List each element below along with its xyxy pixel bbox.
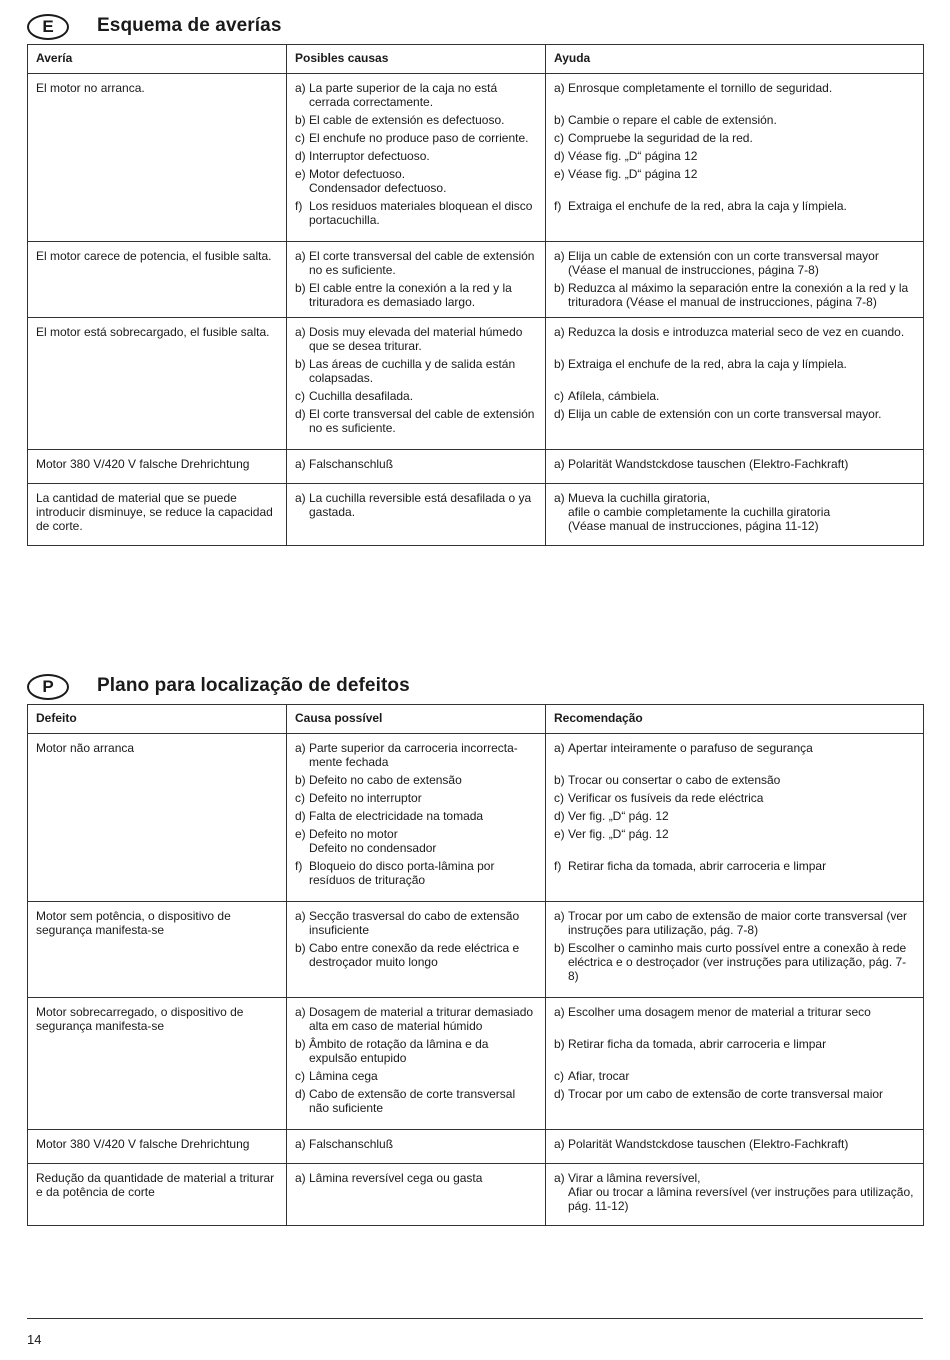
column-header: Posibles causas xyxy=(287,45,546,74)
table-header-row xyxy=(28,705,924,734)
item-text: Trocar por um cabo de extensão de corte transversal maior xyxy=(568,1087,884,1101)
item-marker: d) xyxy=(554,407,565,421)
help-cell xyxy=(546,734,924,902)
list-item xyxy=(295,773,537,787)
item-marker: b) xyxy=(295,941,306,955)
list-item xyxy=(554,167,915,181)
column-header: Avería xyxy=(28,45,287,74)
fault-cell: La cantidad de material que se puede introducir disminuye, se reduce la capacidad de corte. xyxy=(28,484,287,546)
item-marker: e) xyxy=(295,827,306,841)
fault-cell: El motor no arranca. xyxy=(28,74,287,242)
list-item xyxy=(295,741,537,769)
item-text: El cable de extensión es defectuoso. xyxy=(309,113,505,127)
item-marker: d) xyxy=(554,149,565,163)
column-header: Recomendação xyxy=(546,705,924,734)
item-marker: a) xyxy=(554,325,565,339)
list-item xyxy=(295,407,537,435)
item-marker: a) xyxy=(295,1171,306,1185)
table-row xyxy=(28,450,924,484)
list-item xyxy=(554,827,915,841)
item-text: Cabo de extensão de corte transversal não suficiente xyxy=(309,1087,516,1115)
item-text: Dosis muy elevada del material húmedo que se desea triturar. xyxy=(309,325,523,353)
item-marker: d) xyxy=(295,407,306,421)
item-text: Falschanschluß xyxy=(309,457,394,471)
table-header-row xyxy=(28,45,924,74)
item-text: Ver fig. „D“ pág. 12 xyxy=(568,827,669,841)
item-text: El cable entre la conexión a la red y la trituradora es demasiado largo. xyxy=(309,281,512,309)
item-text: Afílela, cámbiela. xyxy=(568,389,660,403)
table-body xyxy=(28,74,924,546)
list-item xyxy=(554,81,915,95)
item-text: Falta de electricidade na tomada xyxy=(309,809,484,823)
item-marker: b) xyxy=(295,1037,306,1051)
fault-cell: Motor não arranca xyxy=(28,734,287,902)
item-text: Polarität Wandstckdose tauschen (Elektro-Fachkraft) xyxy=(568,1137,849,1151)
item-text: Escolher uma dosagem menor de material a triturar seco xyxy=(568,1005,871,1019)
cause-cell xyxy=(287,450,546,484)
list-item xyxy=(295,389,537,403)
fault-cell: Motor 380 V/420 V falsche Drehrichtung xyxy=(28,1130,287,1164)
list-item xyxy=(295,1171,537,1185)
list-item xyxy=(554,1005,915,1019)
table-row xyxy=(28,318,924,450)
item-marker: a) xyxy=(295,325,306,339)
fault-cell: Motor sobrecarregado, o dispositivo de segurança manifesta-se xyxy=(28,998,287,1130)
section-header xyxy=(27,12,923,44)
list-item xyxy=(295,809,537,823)
cause-cell xyxy=(287,1130,546,1164)
list-item xyxy=(295,457,537,471)
item-text: La cuchilla reversible está desafilada o ya gastada. xyxy=(309,491,532,519)
list-item xyxy=(295,1087,537,1115)
item-text: Defeito no cabo de extensão xyxy=(309,773,462,787)
list-item xyxy=(554,1137,915,1151)
help-cell xyxy=(546,1164,924,1226)
list-item xyxy=(295,113,537,127)
help-cell xyxy=(546,484,924,546)
item-marker: f) xyxy=(295,199,303,213)
item-marker: e) xyxy=(295,167,306,181)
list-item xyxy=(295,281,537,309)
troubleshooting-table xyxy=(27,44,924,546)
table-row xyxy=(28,998,924,1130)
item-text: El enchufe no produce paso de corriente. xyxy=(309,131,529,145)
list-item xyxy=(554,249,915,277)
item-marker: d) xyxy=(295,149,306,163)
item-marker: c) xyxy=(554,1069,564,1083)
page-number: 14 xyxy=(27,1332,42,1347)
list-item xyxy=(554,131,915,145)
fault-cell: Redução da quantidade de material a triturar e da potência de corte xyxy=(28,1164,287,1226)
table-row xyxy=(28,484,924,546)
item-marker: f) xyxy=(295,859,303,873)
cause-cell xyxy=(287,484,546,546)
column-header: Ayuda xyxy=(546,45,924,74)
item-marker: b) xyxy=(554,773,565,787)
list-item xyxy=(554,809,915,823)
help-cell xyxy=(546,318,924,450)
list-item xyxy=(554,773,915,787)
list-item xyxy=(295,81,537,109)
help-cell xyxy=(546,242,924,318)
cause-cell xyxy=(287,1164,546,1226)
item-text: Defeito no motor Defeito no condensador xyxy=(309,827,437,855)
list-item xyxy=(295,791,537,805)
item-text: Mueva la cuchilla giratoria, afile o cambie completamente la cuchilla giratoria (Véase manual de instrucciones, página 11-12) xyxy=(568,491,831,533)
troubleshooting-table xyxy=(27,704,924,1226)
item-text: Véase fig. „D“ página 12 xyxy=(568,149,698,163)
item-marker: d) xyxy=(554,1087,565,1101)
item-text: El corte transversal del cable de extensión no es suficiente. xyxy=(309,407,535,435)
list-item xyxy=(295,249,537,277)
cause-cell xyxy=(287,998,546,1130)
item-text: Secção trasversal do cabo de extensão insuficiente xyxy=(309,909,520,937)
item-marker: a) xyxy=(554,81,565,95)
list-item xyxy=(554,149,915,163)
list-item xyxy=(554,1171,915,1213)
table-row xyxy=(28,902,924,998)
item-marker: a) xyxy=(295,741,306,755)
list-item xyxy=(554,407,915,421)
item-marker: e) xyxy=(554,167,565,181)
list-item xyxy=(554,741,915,755)
item-marker: b) xyxy=(554,1037,565,1051)
list-item xyxy=(554,941,915,983)
list-item xyxy=(295,1005,537,1033)
item-marker: e) xyxy=(554,827,565,841)
list-item xyxy=(554,357,915,371)
column-header: Causa possível xyxy=(287,705,546,734)
item-text: Bloqueio do disco porta-lâmina por resíduos de trituração xyxy=(309,859,495,887)
list-item xyxy=(554,457,915,471)
item-text: Defeito no interruptor xyxy=(309,791,422,805)
item-marker: a) xyxy=(554,491,565,505)
item-text: Cuchilla desafilada. xyxy=(309,389,414,403)
item-marker: c) xyxy=(295,131,305,145)
list-item xyxy=(554,1087,915,1101)
list-item xyxy=(554,1037,915,1051)
item-text: Lâmina cega xyxy=(309,1069,378,1083)
cause-cell xyxy=(287,318,546,450)
item-marker: b) xyxy=(295,113,306,127)
list-item xyxy=(295,1037,537,1065)
list-item xyxy=(295,941,537,969)
fault-cell: Motor sem potência, o dispositivo de segurança manifesta-se xyxy=(28,902,287,998)
item-text: Compruebe la seguridad de la red. xyxy=(568,131,753,145)
item-text: Motor defectuoso. Condensador defectuoso. xyxy=(309,167,447,195)
list-item xyxy=(295,357,537,385)
item-text: Elija un cable de extensión con un corte transversal mayor (Véase el manual de instrucciones, página 7-8) xyxy=(568,249,879,277)
help-cell xyxy=(546,998,924,1130)
item-text: Retirar ficha da tomada, abrir carroceria e limpar xyxy=(568,1037,827,1051)
item-text: La parte superior de la caja no está cerrada correctamente. xyxy=(309,81,498,109)
list-item xyxy=(554,199,915,213)
item-text: Extraiga el enchufe de la red, abra la caja y límpiela. xyxy=(568,357,847,371)
list-item xyxy=(295,325,537,353)
list-item xyxy=(295,199,537,227)
language-badge: E xyxy=(27,14,69,40)
list-item xyxy=(295,167,537,195)
item-marker: b) xyxy=(554,113,565,127)
table-row xyxy=(28,1164,924,1226)
item-text: Falschanschluß xyxy=(309,1137,394,1151)
list-item xyxy=(295,909,537,937)
item-marker: a) xyxy=(295,491,306,505)
item-text: Los residuos materiales bloquean el disco portacuchilla. xyxy=(309,199,533,227)
item-text: Extraiga el enchufe de la red, abra la caja y límpiela. xyxy=(568,199,847,213)
item-marker: c) xyxy=(554,791,564,805)
item-marker: a) xyxy=(554,1005,565,1019)
item-marker: a) xyxy=(554,1137,565,1151)
item-marker: b) xyxy=(295,357,306,371)
item-marker: b) xyxy=(554,281,565,295)
item-marker: d) xyxy=(554,809,565,823)
help-cell xyxy=(546,74,924,242)
language-badge: P xyxy=(27,674,69,700)
item-text: Reduzca la dosis e introduzca material seco de vez en cuando. xyxy=(568,325,905,339)
item-marker: f) xyxy=(554,859,562,873)
table-body xyxy=(28,734,924,1226)
list-item xyxy=(295,859,537,887)
item-marker: d) xyxy=(295,1087,306,1101)
item-text: Cambie o repare el cable de extensión. xyxy=(568,113,777,127)
item-marker: a) xyxy=(554,909,565,923)
item-text: Virar a lâmina reversível, Afiar ou trocar a lâmina reversível (ver instruções para utilização, pág. 11-12) xyxy=(568,1171,914,1213)
section-title: Esquema de averías xyxy=(97,15,282,36)
item-text: Lâmina reversível cega ou gasta xyxy=(309,1171,483,1185)
list-item xyxy=(554,325,915,339)
item-text: Elija un cable de extensión con un corte transversal mayor. xyxy=(568,407,882,421)
item-marker: a) xyxy=(554,741,565,755)
fault-cell: Motor 380 V/420 V falsche Drehrichtung xyxy=(28,450,287,484)
section-title: Plano para localização de defeitos xyxy=(97,675,410,696)
item-text: Âmbito de rotação da lâmina e da expulsão entupido xyxy=(309,1037,489,1065)
item-marker: a) xyxy=(554,457,565,471)
item-text: Interruptor defectuoso. xyxy=(309,149,430,163)
cause-cell xyxy=(287,734,546,902)
item-text: Reduzca al máximo la separación entre la conexión a la red y la trituradora (Véase el manual de instrucciones, página 7-8) xyxy=(568,281,909,309)
item-marker: c) xyxy=(554,131,564,145)
help-cell xyxy=(546,902,924,998)
fault-cell: El motor carece de potencia, el fusible salta. xyxy=(28,242,287,318)
item-marker: c) xyxy=(295,791,305,805)
column-header: Defeito xyxy=(28,705,287,734)
footer-rule xyxy=(27,1318,923,1319)
list-item xyxy=(554,389,915,403)
list-item xyxy=(295,1069,537,1083)
help-cell xyxy=(546,1130,924,1164)
list-item xyxy=(295,131,537,145)
item-marker: a) xyxy=(295,457,306,471)
item-marker: f) xyxy=(554,199,562,213)
item-marker: a) xyxy=(295,81,306,95)
item-marker: a) xyxy=(554,249,565,263)
item-text: El corte transversal del cable de extensión no es suficiente. xyxy=(309,249,535,277)
item-text: Cabo entre conexão da rede eléctrica e destroçador muito longo xyxy=(309,941,520,969)
item-text: Verificar os fusíveis da rede eléctrica xyxy=(568,791,764,805)
fault-cell: El motor está sobrecargado, el fusible salta. xyxy=(28,318,287,450)
cause-cell xyxy=(287,902,546,998)
help-cell xyxy=(546,450,924,484)
item-text: Escolher o caminho mais curto possível entre a conexão à rede eléctrica e o destroçador (ver instruções para utilização, pág. 7-8) xyxy=(568,941,907,983)
table-row xyxy=(28,734,924,902)
list-item xyxy=(554,491,915,533)
item-marker: b) xyxy=(295,773,306,787)
table-row xyxy=(28,74,924,242)
item-text: Las áreas de cuchilla y de salida están colapsadas. xyxy=(309,357,516,385)
item-marker: c) xyxy=(295,1069,305,1083)
section-portuguese xyxy=(27,672,923,1226)
item-text: Trocar por um cabo de extensão de maior corte transversal (ver instruções para utilização, pág. 7-8) xyxy=(568,909,908,937)
item-marker: c) xyxy=(295,389,305,403)
list-item xyxy=(554,281,915,309)
item-text: Afiar, trocar xyxy=(568,1069,630,1083)
item-text: Retirar ficha da tomada, abrir carroceria e limpar xyxy=(568,859,827,873)
list-item xyxy=(554,113,915,127)
list-item xyxy=(295,149,537,163)
item-marker: b) xyxy=(554,941,565,955)
list-item xyxy=(295,827,537,855)
item-marker: d) xyxy=(295,809,306,823)
item-text: Enrosque completamente el tornillo de seguridad. xyxy=(568,81,833,95)
item-marker: a) xyxy=(295,249,306,263)
item-marker: a) xyxy=(295,1137,306,1151)
item-text: Apertar inteiramente o parafuso de segurança xyxy=(568,741,813,755)
section-header xyxy=(27,672,923,704)
item-text: Parte superior da carroceria incorrecta-mente fechada xyxy=(309,741,518,769)
list-item xyxy=(554,859,915,873)
cause-cell xyxy=(287,242,546,318)
cause-cell xyxy=(287,74,546,242)
item-marker: a) xyxy=(295,909,306,923)
item-marker: b) xyxy=(295,281,306,295)
section-spanish xyxy=(27,12,923,546)
item-text: Trocar ou consertar o cabo de extensão xyxy=(568,773,781,787)
item-text: Dosagem de material a triturar demasiado alta em caso de material húmido xyxy=(309,1005,534,1033)
item-marker: c) xyxy=(554,389,564,403)
item-text: Véase fig. „D“ página 12 xyxy=(568,167,698,181)
table-row xyxy=(28,242,924,318)
list-item xyxy=(554,791,915,805)
item-text: Polarität Wandstckdose tauschen (Elektro-Fachkraft) xyxy=(568,457,849,471)
list-item xyxy=(295,491,537,519)
table-row xyxy=(28,1130,924,1164)
item-marker: a) xyxy=(554,1171,565,1185)
list-item xyxy=(554,909,915,937)
item-marker: a) xyxy=(295,1005,306,1019)
list-item xyxy=(295,1137,537,1151)
item-marker: b) xyxy=(554,357,565,371)
list-item xyxy=(554,1069,915,1083)
item-text: Ver fig. „D“ pág. 12 xyxy=(568,809,669,823)
